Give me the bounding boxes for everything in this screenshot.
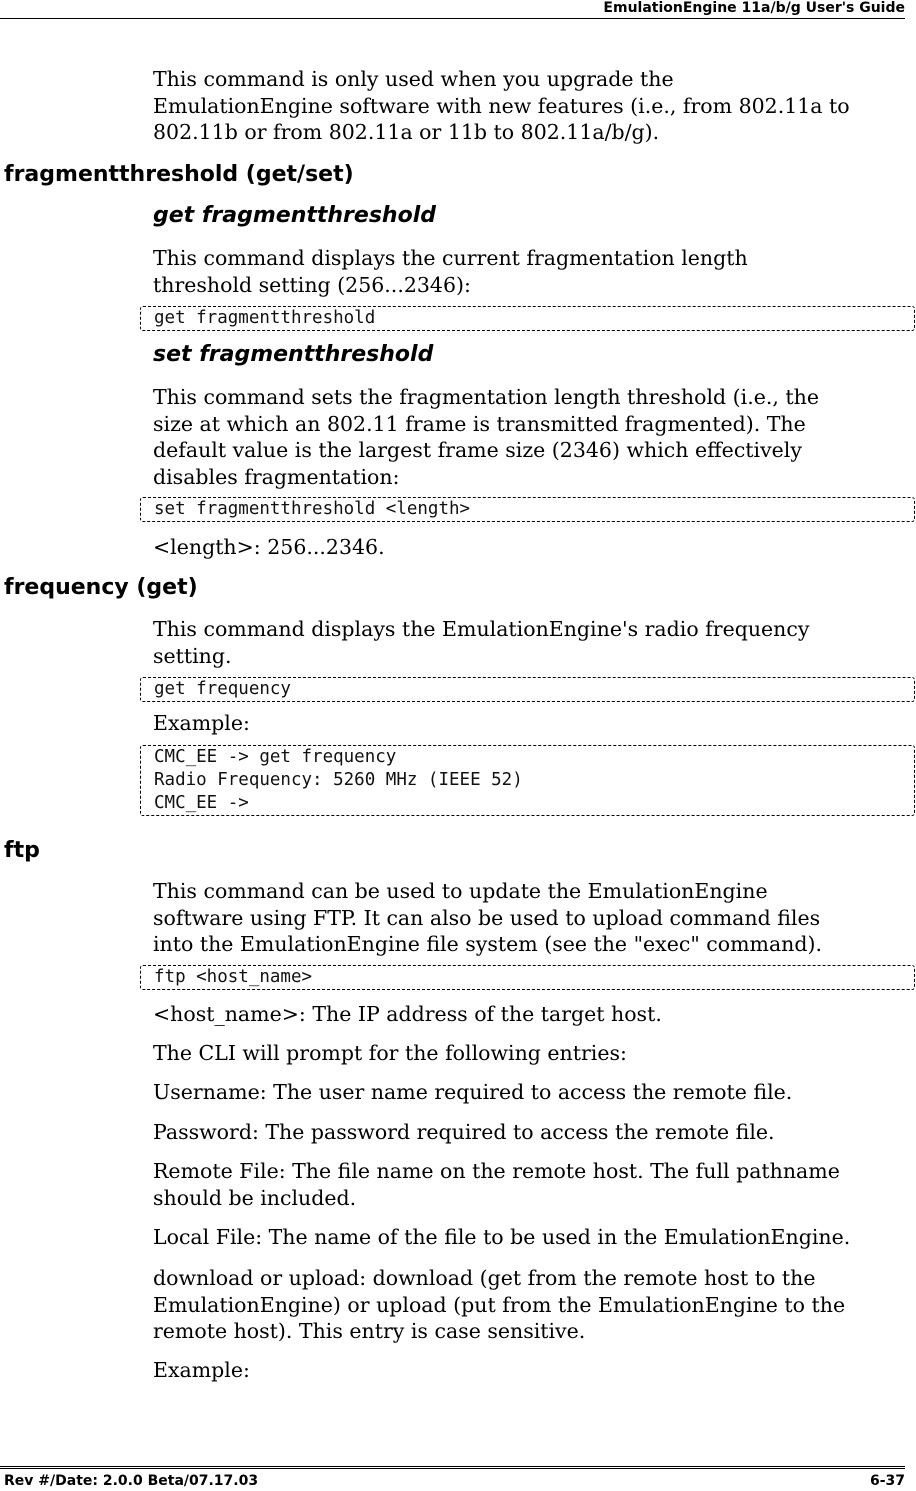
code-line: Radio Frequency: 5260 MHz (IEEE 52) [154,770,523,790]
cli-prompt-intro: The CLI will prompt for the following entries: [153,1041,627,1065]
frequency-description: This command displays the EmulationEngine's radio frequency setting. [153,617,810,668]
footer-page-number: 6-37 [869,1473,905,1489]
section-heading-fragmentthreshold: fragmentthreshold (get/set) [4,162,354,187]
username-entry: Username: The user name required to access the remote file. [153,1080,793,1104]
header-title: EmulationEngine 11a/b/g User's Guide [603,0,905,16]
download-upload-entry: download or upload: download (get from the remote host to the EmulationEngine) or upload (put from the EmulationEngine to the remote host). This entry is case sensitive. [153,1266,846,1343]
code-block-get-frequency: get frequency [140,677,915,702]
set-fragmentthreshold-description: This command sets the fragmentation length threshold (i.e., the size at which an 802.11 frame is transmitted fragmented). The default value is the largest frame size (2346) which effectively disables fragmentation: [153,385,819,489]
section-heading-ftp: ftp [4,838,40,863]
ftp-example-label: Example: [153,1358,250,1382]
code-block-ftp: ftp <host_name> [140,965,915,990]
password-entry: Password: The password required to access the remote file. [153,1120,775,1144]
ftp-description: This command can be used to update the EmulationEngine software using FTP. It can also be used to upload command files into the EmulationEngine file system (see the "exec" command). [153,879,823,956]
frequency-example-label: Example: [153,711,250,735]
local-file-entry: Local File: The name of the file to be used in the EmulationEngine. [153,1225,851,1249]
remote-file-entry: Remote File: The file name on the remote host. The full pathname should be included. [153,1159,840,1210]
code-block-get-fragmentthreshold: get fragmentthreshold [140,306,915,331]
page-footer [0,1466,905,1489]
host-name-note: <host_name>: The IP address of the target host. [153,1002,662,1026]
intro-line: EmulationEngine software with new features (i.e., from 802.11a to [153,93,850,118]
get-fragmentthreshold-description: This command displays the current fragmentation length threshold setting (256...2346): [153,246,748,297]
section-heading-frequency: frequency (get) [4,575,198,600]
code-line: CMC_EE -> get frequency [154,747,397,767]
code-block-frequency-example [140,745,915,816]
intro-line: This command is only used when you upgrade the [153,67,674,91]
code-block-set-fragmentthreshold: set fragmentthreshold <length> [140,497,915,522]
page-header [0,0,905,19]
subheading-get-fragmentthreshold: get fragmentthreshold [153,203,436,228]
footer-revision: Rev #/Date: 2.0.0 Beta/07.17.03 [4,1473,259,1489]
subheading-set-fragmentthreshold: set fragmentthreshold [153,342,434,367]
intro-paragraph [153,66,909,146]
intro-line: 802.11b or from 802.11a or 11b to 802.11a/b/g). [153,120,660,144]
code-line: CMC_EE -> [154,793,249,813]
length-note: <length>: 256...2346. [153,535,385,559]
